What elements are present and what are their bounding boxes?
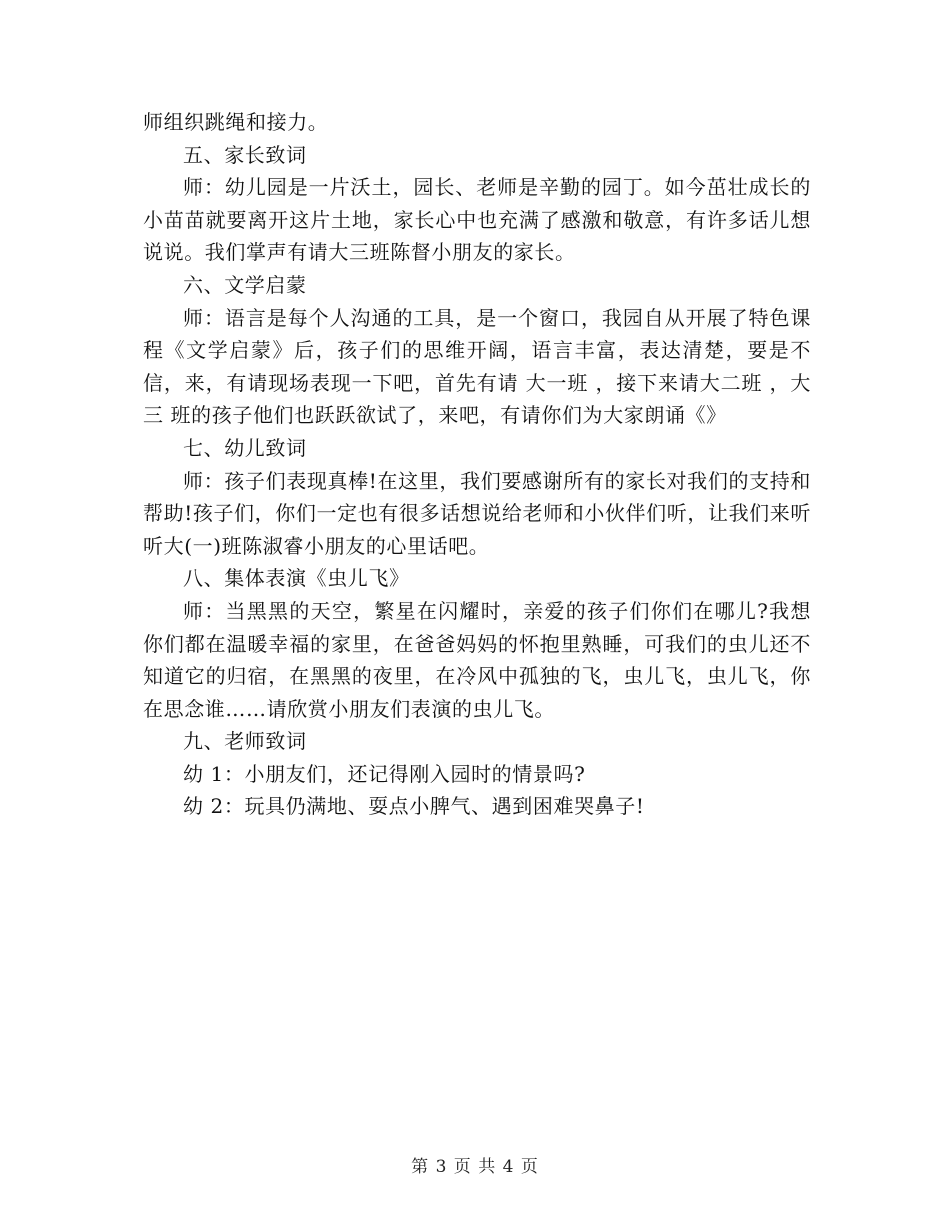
- document-body: [143, 106, 811, 823]
- section-heading-5: 五、家长致词: [183, 142, 307, 167]
- section-heading-6: 六、文学启蒙: [183, 272, 307, 297]
- page-footer: [0, 1152, 950, 1177]
- paragraph-child-speech: 师：孩子们表现真棒!在这里，我们要感谢所有的家长对我们的支持和帮助!孩子们，你们一定也有很多话想说给老师和小伙伴们听，让我们来听听大(一)班陈淑睿小朋友的心里话吧。: [143, 468, 811, 558]
- paragraph-1: 师组织跳绳和接力。: [143, 110, 329, 134]
- paragraph-performance: 师：当黑黑的天空，繁星在闪耀时，亲爱的孩子们你们在哪儿?我想你们都在温暖幸福的家里，在爸爸妈妈的怀抱里熟睡，可我们的虫儿还不知道它的归宿，在黑黑的夜里，在冷风中孤独的飞，虫儿飞，虫儿飞，你在思念谁……请欣赏小朋友们表演的虫儿飞。: [143, 598, 811, 721]
- page-number-label: 第 3 页 共 4 页: [411, 1157, 539, 1177]
- section-heading-9: 九、老师致词: [183, 729, 307, 754]
- paragraph-child-2: 幼 2：玩具仍满地、耍点小脾气、遇到困难哭鼻子!: [183, 794, 645, 819]
- paragraph-child-1: 幼 1：小朋友们，还记得刚入园时的情景吗?: [183, 761, 586, 786]
- paragraph-literature: 师：语言是每个人沟通的工具，是一个窗口，我园自从开展了特色课程《文学启蒙》后，孩子们的思维开阔，语言丰富，表达清楚，要是不信，来，有请现场表现一下吧，首先有请 大一班 ，接下来请大二班 ，大三 班的孩子他们也跃跃欲试了，来吧，有请你们为大家朗诵《》: [143, 305, 811, 428]
- section-heading-8: 八、集体表演《虫儿飞》: [183, 566, 410, 591]
- section-heading-7: 七、幼儿致词: [183, 435, 307, 460]
- paragraph-parent-speech: 师：幼儿园是一片沃土，园长、老师是辛勤的园丁。如今茁壮成长的小苗苗就要离开这片土地，家长心中也充满了感激和敬意，有许多话儿想说说。我们掌声有请大三班陈督小朋友的家长。: [143, 175, 811, 265]
